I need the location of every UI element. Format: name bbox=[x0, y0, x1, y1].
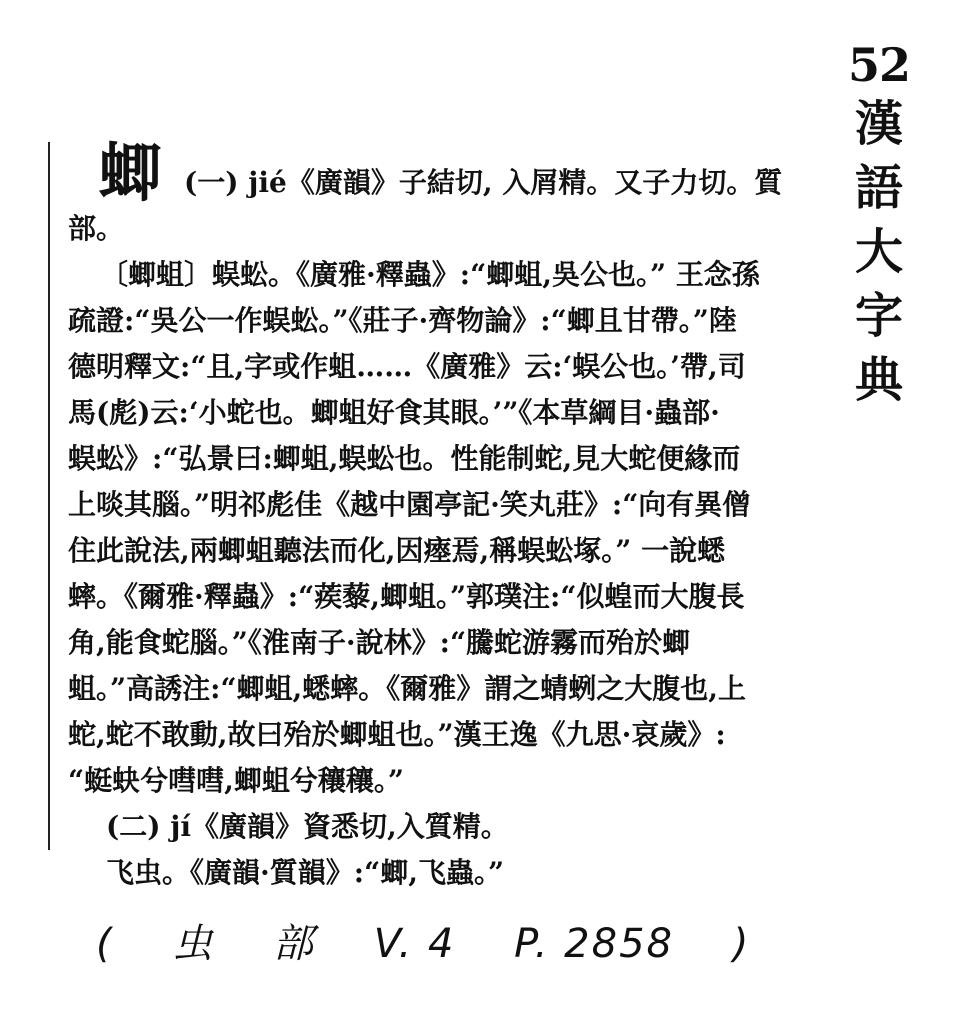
dictionary-entry bbox=[68, 160, 828, 896]
sense-1-line: (一) jié《廣韻》子結切, 入屑精。又子力切。質 bbox=[184, 166, 783, 199]
note-token: 部 bbox=[273, 921, 316, 967]
title-char: 漢 bbox=[854, 96, 903, 152]
compound-line: 蛆。”高誘注:“蝍蛆,蟋蟀。《爾雅》謂之蜻蛚之大腹也,上 bbox=[68, 672, 747, 705]
sense-2-line: (二) jí《廣韻》資悉切,入質精。 bbox=[106, 810, 509, 843]
note-token: ( bbox=[96, 921, 114, 967]
note-token: ) bbox=[732, 921, 751, 967]
note-token: 虫 bbox=[172, 921, 215, 967]
compound-line: 德明釋文:“且,字或作蛆……《廣雅》云:‘蜈公也。’帶,司 bbox=[68, 350, 746, 383]
compound-line: 蟀。《爾雅·釋蟲》:“蒺藜,蝍蛆。”郭璞注:“似蝗而大腹長 bbox=[68, 580, 745, 613]
headword: 蝍 bbox=[98, 136, 162, 211]
handwritten-reference-note bbox=[96, 912, 816, 969]
title-char: 典 bbox=[854, 352, 903, 408]
compound-line: “蜓蚗兮嘒嘒,蝍蛆兮穰穰。” bbox=[68, 764, 404, 797]
margin-rule bbox=[48, 142, 50, 850]
title-char: 語 bbox=[854, 160, 903, 216]
sense-1-line: 部。 bbox=[68, 212, 125, 245]
compound-line: 蜈蚣》:“弘景曰:蝍蛆,蜈蚣也。性能制蛇,見大蛇便緣而 bbox=[68, 442, 741, 475]
compound-line: 疏證:“吳公一作蜈蚣。”《莊子·齊物論》:“蝍且甘帶。”陸 bbox=[68, 304, 737, 337]
page-number: 52 bbox=[848, 38, 911, 92]
compound-line: 〔蝍蛆〕蜈蚣。《廣雅·釋蟲》:“蝍蛆,吳公也。” 王念孫 bbox=[100, 258, 760, 291]
sense-2-line: 飞虫。《廣韻·質韻》:“蝍,飞蟲。” bbox=[106, 856, 505, 889]
compound-line: 上啖其腦。”明祁彪佳《越中園亭記·笑丸莊》:“向有異僧 bbox=[68, 488, 751, 521]
note-token: P. 2858 bbox=[514, 921, 674, 967]
title-char: 大 bbox=[854, 224, 903, 280]
title-char: 字 bbox=[854, 288, 903, 344]
compound-line: 蛇,蛇不敢動,故曰殆於蝍蛆也。”漢王逸《九思·哀歲》: bbox=[68, 718, 726, 751]
note-token: V. 4 bbox=[373, 921, 456, 967]
compound-line: 住此說法,兩蝍蛆聽法而化,因瘞焉,稱蜈蚣塚。” 一說蟋 bbox=[68, 534, 726, 567]
compound-line: 馬(彪)云:‘小蛇也。蝍蛆好食其眼。’”《本草綱目·蟲部· bbox=[68, 396, 720, 429]
compound-line: 角,能食蛇腦。”《淮南子·說林》:“騰蛇游霧而殆於蝍 bbox=[68, 626, 691, 659]
dictionary-title bbox=[848, 92, 910, 412]
